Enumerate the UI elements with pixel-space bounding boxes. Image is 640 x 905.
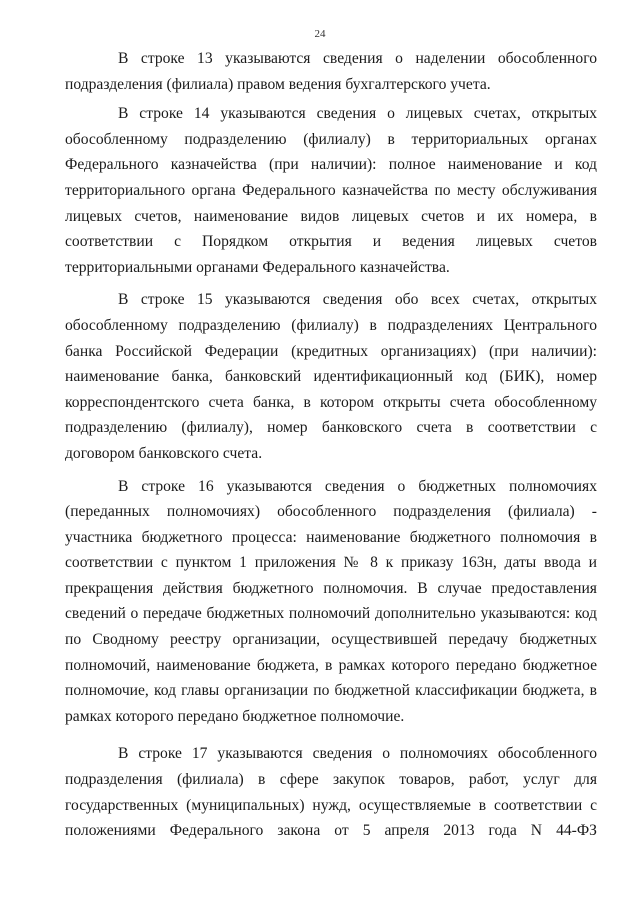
document-body bbox=[65, 46, 597, 844]
paragraph-line-15: В строке 15 указываются сведения обо всех счетах, открытых обособленному подразделению (филиалу) в подразделениях Центрального банка Российской Федерации (кредитных организациях) (при наличии): наименование банка, банковский идентификационный код (БИК), номер корреспондентского счета банка, в котором открыты счета обособленному подразделению (филиалу), номер банковского счета в соответствии с договором банковского счета. bbox=[65, 291, 597, 462]
paragraph-line-14: В строке 14 указываются сведения о лицевых счетах, открытых обособленному подразделению (филиалу) в территориальных органах Федерального казначейства (при наличии): полное наименование и код территориального органа Федерального казначейства по месту обслуживания лицевых счетов, наименование видов лицевых счетов и их номера, в соответствии с Порядком открытия и ведения лицевых счетов территориальными органами Федерального казначейства. bbox=[65, 105, 597, 276]
page-number: 24 bbox=[314, 28, 326, 40]
paragraph-line-17: В строке 17 указываются сведения о полномочиях обособленного подразделения (филиала) в сфере закупок товаров, работ, услуг для государственных (муниципальных) нужд, осуществляемые в соответствии с положениями Федерального закона от 5 апреля 2013 года N 44-ФЗ bbox=[65, 745, 597, 840]
paragraph-line-16: В строке 16 указываются сведения о бюджетных полномочиях (переданных полномочиях) обособленного подразделения (филиала) - участника бюджетного процесса: наименование бюджетного полномочия в соответствии с пунктом 1 приложения № 8 к приказу 163н, даты ввода и прекращения действия бюджетного полномочия. В случае предоставления сведений о передаче бюджетных полномочий дополнительно указываются: код по Сводному реестру организации, осуществившей передачу бюджетных полномочий, наименование бюджета, в рамках которого передано бюджетное полномочие, код главы организации по бюджетной классификации бюджета, в рамках которого передано бюджетное полномочие. bbox=[65, 477, 597, 725]
paragraph-line-13: В строке 13 указываются сведения о наделении обособленного подразделения (филиала) правом ведения бухгалтерского учета. bbox=[65, 50, 597, 93]
